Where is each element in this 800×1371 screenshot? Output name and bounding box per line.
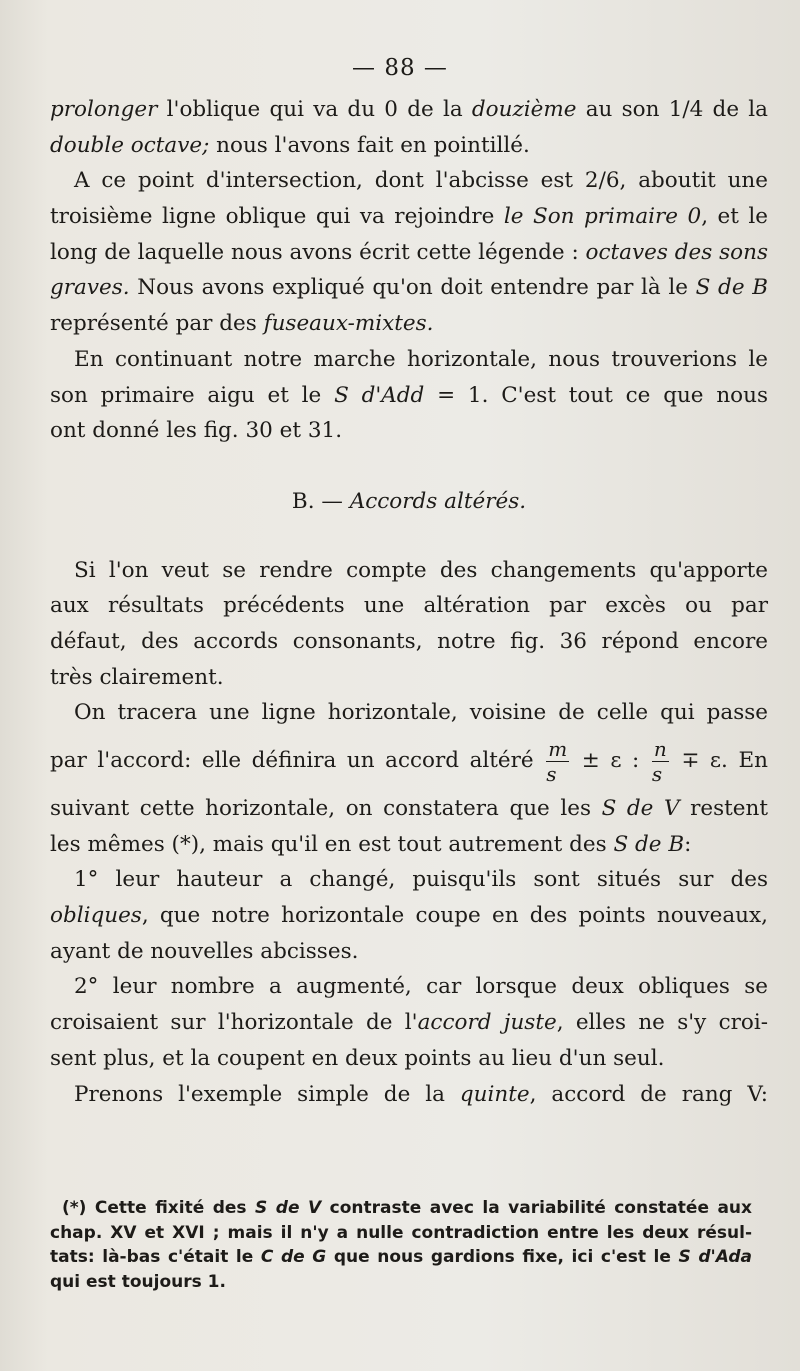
- footnote-line: [50, 1245, 752, 1270]
- text-run: long de laquelle nous avons écrit cette légende :: [50, 239, 586, 265]
- footnote-line: chap. XV et XVI ; mais il n'y a nulle contradiction entre les deux résul-: [50, 1222, 752, 1243]
- italic-term: double octave;: [50, 132, 210, 158]
- text-run: son primaire aigu et le: [50, 382, 335, 408]
- italic-term: prolonger: [50, 97, 158, 122]
- heading-label: B. —: [291, 488, 350, 514]
- fraction-m-over-s: [546, 736, 569, 786]
- denominator: s: [651, 761, 663, 786]
- fraction-n-over-s: [651, 736, 669, 786]
- numerator: m: [548, 736, 568, 761]
- italic-term: S d'Add: [334, 382, 425, 408]
- italic-term: S de V: [601, 796, 680, 821]
- text-line: En continuant notre marche horizontale, nous trouverions le: [74, 346, 768, 372]
- text-run: l'oblique qui va du 0 de la: [157, 97, 472, 122]
- text-line: [50, 898, 768, 934]
- italic-term: accord juste: [417, 1010, 557, 1036]
- text-line: [50, 128, 768, 164]
- italic-term: douzième: [471, 97, 577, 122]
- formula-line: [50, 731, 768, 791]
- text-run: , accord de rang V:: [529, 1081, 769, 1107]
- text-line: 2° leur nombre a augmenté, car lorsque deux obliques se: [74, 974, 768, 1000]
- heading-title: Accords altérés.: [349, 488, 527, 514]
- text-line: A ce point d'intersection, dont l'abcisse est 2/6, aboutit une: [74, 168, 768, 194]
- italic-term: fuseaux-mixtes.: [263, 311, 434, 337]
- text-run: au son 1/4 de la: [576, 97, 768, 122]
- text-run: , elles ne s'y croi-: [556, 1010, 768, 1036]
- footnote-line: [50, 1196, 752, 1221]
- text-run: , que notre horizontale coupe en des points nouveaux,: [141, 903, 768, 929]
- denominator: s: [546, 761, 557, 786]
- italic-term: obliques: [50, 903, 142, 929]
- main-text: [50, 92, 768, 1112]
- text-run: nous l'avons fait en pointillé.: [209, 132, 530, 158]
- text-line: [50, 235, 768, 271]
- text-run: croisaient sur l'horizontale de l': [50, 1010, 418, 1036]
- text-line: ont donné les fig. 30 et 31.: [50, 418, 343, 444]
- italic-term: S de B: [695, 275, 769, 301]
- text-line: [50, 306, 768, 342]
- text-line: [50, 827, 768, 863]
- text-line: [50, 1005, 768, 1041]
- text-line: aux résultats précédents une altération par excès ou par: [50, 593, 768, 619]
- text-run: troisième ligne oblique qui va rejoindre: [50, 204, 504, 230]
- italic-term: graves.: [50, 275, 130, 301]
- italic-term: quinte: [459, 1081, 530, 1107]
- text-run: (*) Cette fixité des: [62, 1198, 256, 1218]
- text-run: restent: [679, 796, 768, 821]
- text-line: Si l'on veut se rendre compte des changements qu'apporte: [74, 557, 768, 583]
- text-run: que nous gardions fixe, ici c'est le: [326, 1247, 679, 1267]
- text-run: , et le: [701, 204, 768, 230]
- section-heading: [50, 484, 768, 520]
- italic-term: S de V: [255, 1198, 322, 1218]
- text-line: sent plus, et la coupent en deux points au lieu d'un seul.: [50, 1045, 665, 1071]
- text-line: [50, 791, 768, 827]
- text-line: très clairement.: [50, 664, 224, 690]
- text-line: [50, 270, 768, 306]
- text-run: les mêmes (*), mais qu'il en est tout autrement des: [50, 831, 614, 857]
- text-run: représenté par des: [50, 311, 264, 337]
- italic-term: S d'Ada: [678, 1247, 753, 1267]
- numerator: n: [653, 736, 667, 761]
- text-line: [50, 378, 768, 414]
- italic-term: C de G: [260, 1247, 327, 1267]
- text-line: [50, 92, 768, 128]
- text-line: ayant de nouvelles abcisses.: [50, 938, 359, 964]
- text-line: On tracera une ligne horizontale, voisine de celle qui passe: [74, 700, 768, 726]
- text-line: [50, 1077, 768, 1113]
- text-run: :: [684, 831, 692, 857]
- text-run: ∓ ε. En: [670, 748, 768, 773]
- text-line: défaut, des accords consonants, notre fig. 36 répond encore: [50, 628, 768, 654]
- page-number: — 88 —: [352, 55, 448, 81]
- text-run: suivant cette horizontale, on constatera que les: [50, 796, 602, 821]
- text-run: Nous avons expliqué qu'on doit entendre par là le: [129, 275, 696, 301]
- footnote-line: qui est toujours 1.: [50, 1271, 226, 1292]
- text-run: = 1. C'est tout ce que nous: [424, 382, 768, 408]
- text-line: [50, 199, 768, 235]
- text-run: par l'accord: elle définira un accord altéré: [50, 748, 545, 773]
- italic-term: le Son primaire 0: [503, 204, 702, 230]
- text-run: tats: là-bas c'était le: [50, 1247, 261, 1267]
- italic-term: octaves des sons: [585, 239, 768, 265]
- text-run: contraste avec la variabilité constatée aux: [321, 1198, 752, 1218]
- footnote: [50, 1196, 752, 1294]
- text-run: ± ε :: [571, 748, 650, 773]
- text-run: Prenons l'exemple simple de la: [74, 1081, 460, 1107]
- text-line: 1° leur hauteur a changé, puisqu'ils sont situés sur des: [74, 867, 768, 893]
- italic-term: S de B: [613, 831, 685, 857]
